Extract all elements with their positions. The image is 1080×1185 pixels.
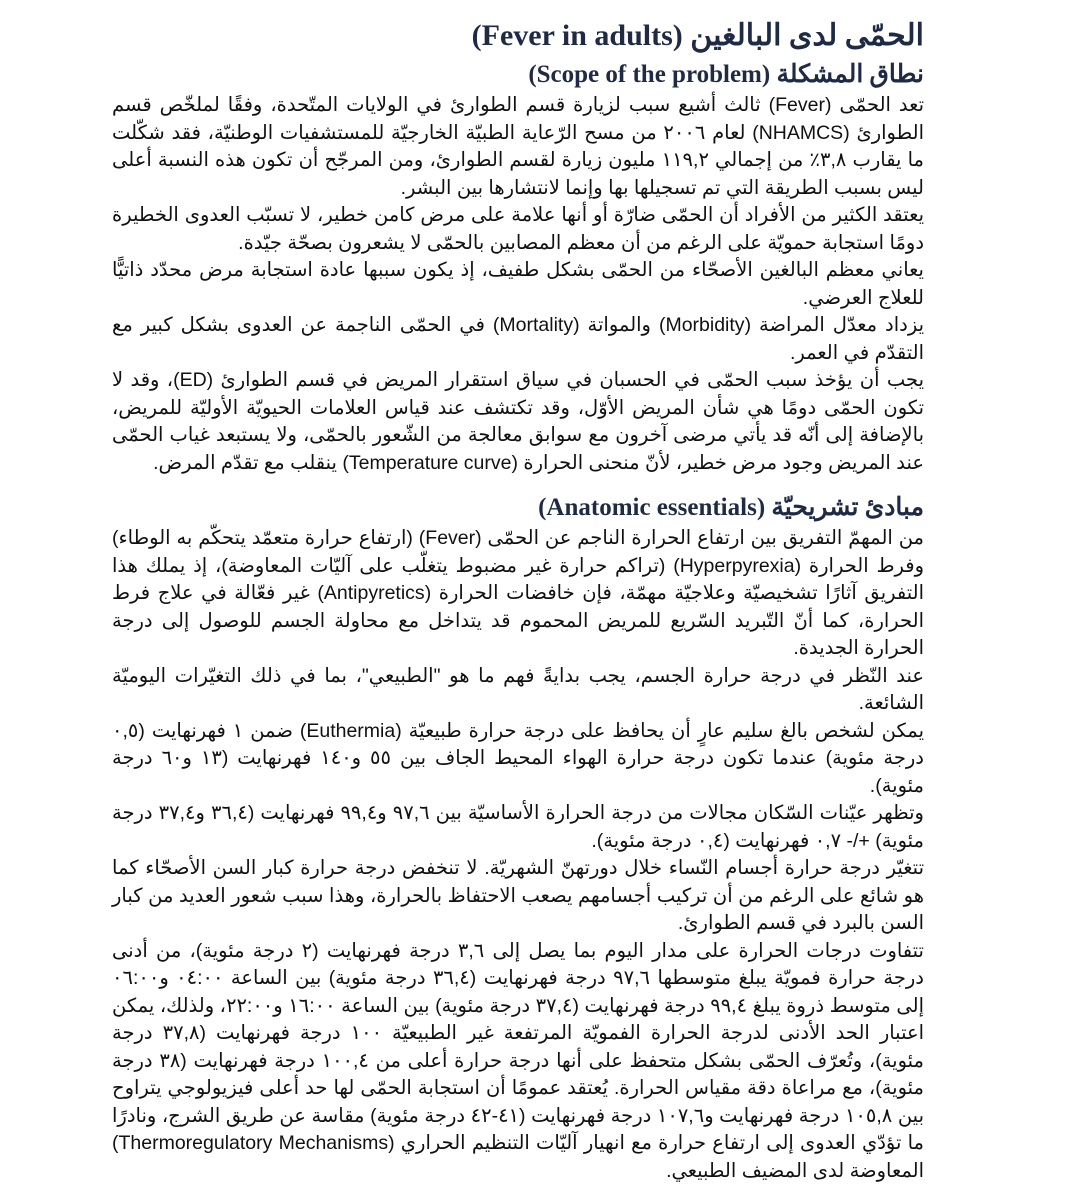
paragraph: وتظهر عيّنات السّكان مجالات من درجة الحرارة الأساسيّة بين ٩٧,٦ و٩٩,٤ فهرنهايت (٣٦,٤ و٣٧,٤ درجة مئوية) +/- ٠,٧ فهرنهايت (٠,٤ درجة مئوية). [112, 800, 924, 855]
paragraph: يعتقد الكثير من الأفراد أن الحمّى ضارّة أو أنها علامة على مرض كامن خطير، لا تسبّب العدوى الخطيرة دومًا استجابة حمويّة على الرغم من أن معظم المصابين بالحمّى لا يشعرون بصحّة جيّدة. [112, 202, 924, 257]
paragraph: يزداد معدّل المراضة (Morbidity) والمواتة (Mortality) في الحمّى الناجمة عن العدوى بشكل كبير مع التقدّم في العمر. [112, 312, 924, 367]
paragraph: يعاني معظم البالغين الأصحّاء من الحمّى بشكل طفيف، إذ يكون سببها عادة استجابة مرض محدّد ذاتيًّا للعلاج العرضي. [112, 257, 924, 312]
paragraph: تتغيّر درجة حرارة أجسام النّساء خلال دورتهنّ الشهريّة. لا تنخفض درجة حرارة كبار السن الأصحّاء كما هو شائع على الرغم من أن تركيب أجسامهم يصعب الاحتفاظ بالحرارة، وهذا سبب شعور العديد من كبار السن بالبرد في قسم الطوارئ. [112, 855, 924, 938]
section-heading: مبادئ تشريحيّة (Anatomic essentials) [112, 491, 924, 525]
document-title: الحمّى لدى البالغين (Fever in adults) [112, 14, 924, 58]
paragraph: يمكن لشخص بالغ سليم عارٍ أن يحافظ على درجة حرارة طبيعيّة (Euthermia) ضمن ١ فهرنهايت (٠,٥ درجة مئوية) عندما تكون درجة حرارة الهواء المحيط الجاف بين ٥٥ و١٤٠ فهرنهايت (١٣ و٦٠ درجة مئوية). [112, 718, 924, 801]
paragraph: عند النّظر في درجة حرارة الجسم، يجب بدايةً فهم ما هو "الطبيعي"، بما في ذلك التغيّرات اليوميّة الشائعة. [112, 663, 924, 718]
paragraph: تعد الحمّى (Fever) ثالث أشيع سبب لزيارة قسم الطوارئ في الولايات المتّحدة، وفقًا لملخّص قسم الطوارئ (NHAMCS) لعام ٢٠٠٦ من مسح الرّعاية الطبيّة الخارجيّة للمستشفيات الوطنيّة، فقد شكّلت ما يقارب ٣,٨٪ من إجمالي ١١٩,٢ مليون زيارة لقسم الطوارئ، ومن المرجّح أن تكون هذه النسبة أعلى ليس بسبب الطريقة التي تم تسجيلها بها وإنما لانتشارها بين البشر. [112, 92, 924, 202]
paragraph: تتفاوت درجات الحرارة على مدار اليوم بما يصل إلى ٣,٦ درجة فهرنهايت (٢ درجة مئوية)، من أدنى درجة حرارة فمويّة يبلغ متوسطها ٩٧,٦ درجة فهرنهايت (٣٦,٤ درجة مئوية) بين الساعة ٠٤:٠٠ و٠٦:٠٠ إلى متوسط ذروة يبلغ ٩٩,٤ درجة فهرنهايت (٣٧,٤ درجة مئوية) بين الساعة ١٦:٠٠ و٢٢:٠٠، ولذلك، يمكن اعتبار الحد الأدنى لدرجة الحرارة الفمويّة المرتفعة غير الطبيعيّة ١٠٠ درجة فهرنهايت (٣٧,٨ درجة مئوية)، وتُعرّف الحمّى بشكل متحفظ على أنها درجة حرارة أعلى من ١٠٠,٤ درجة فهرنهايت (٣٨ درجة مئوية)، مع مراعاة دقة مقياس الحرارة. يُعتقد عمومًا أن استجابة الحمّى لها حد أعلى فيزيولوجي يتراوح بين ١٠٥,٨ درجة فهرنهايت و١٠٧,٦ درجة فهرنهايت (٤١-٤٢ درجة مئوية) مقاسة عن طريق الشرج، ونادرًا ما تؤدّي العدوى إلى ارتفاع حرارة مع انهيار آليّات التنظيم الحراري (Thermoregulatory Mechanisms) المعاوضة لدى المضيف الطبيعي. [112, 938, 924, 1185]
section-scope-of-problem [112, 58, 924, 477]
section-heading: نطاق المشكلة (Scope of the problem) [112, 58, 924, 92]
document-page [112, 14, 924, 1185]
section-anatomic-essentials [112, 491, 924, 1185]
paragraph: من المهمّ التفريق بين ارتفاع الحرارة الناجم عن الحمّى (Fever) (ارتفاع حرارة متعمّد يتحكّم به الوطاء) وفرط الحرارة (Hyperpyrexia) (تراكم حرارة غير مضبوط يتغلّب على آليّات المعاوضة)، إذ يملك هذا التفريق آثارًا تشخيصيّة وعلاجيّة مهمّة، فإن خافضات الحرارة (Antipyretics) غير فعّالة في علاج فرط الحرارة، كما أنّ التّبريد السّريع للمريض المحموم قد يتداخل مع محاولة الجسم للوصول إلى درجة الحرارة الجديدة. [112, 525, 924, 663]
paragraph: يجب أن يؤخذ سبب الحمّى في الحسبان في سياق استقرار المريض في قسم الطوارئ (ED)، وقد لا تكون الحمّى دومًا هي شأن المريض الأوّل، وقد تكتشف عند قياس العلامات الحيويّة الأوليّة للمريض، بالإضافة إلى أنّه قد يأتي مرضى آخرون مع سوابق معالجة من الشّعور بالحمّى، ولا يستبعد غياب الحمّى عند المريض وجود مرض خطير، لأنّ منحنى الحرارة (Temperature curve) ينقلب مع تقدّم المرض. [112, 367, 924, 477]
